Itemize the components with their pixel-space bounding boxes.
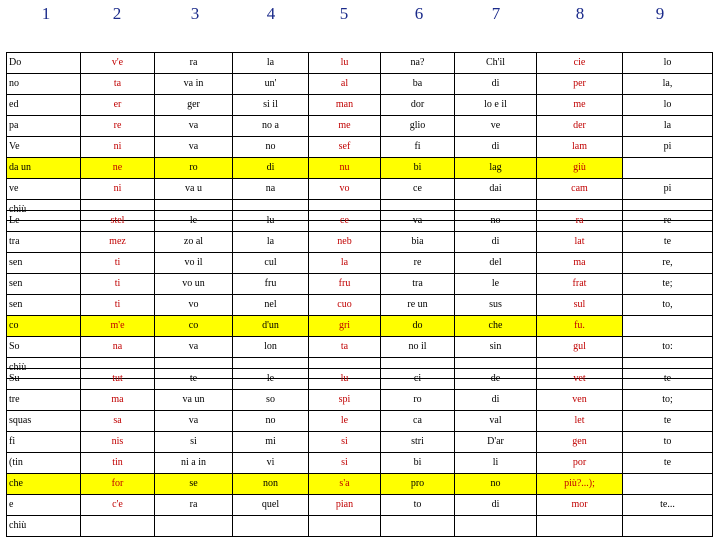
syllable-cell: na? xyxy=(381,53,455,74)
stanza-row xyxy=(7,274,713,295)
syllable-cell: sen xyxy=(7,253,81,274)
syllable-cell: un' xyxy=(233,74,309,95)
syllable-cell: quel xyxy=(233,495,309,516)
syllable-cell: na xyxy=(233,179,309,200)
syllable-cell: gen xyxy=(537,432,623,453)
syllable-cell: no xyxy=(233,137,309,158)
syllable-cell: fru xyxy=(309,274,381,295)
syllable-cell: no xyxy=(7,74,81,95)
syllable-cell: re xyxy=(81,116,155,137)
syllable-cell: nel xyxy=(233,295,309,316)
syllable-cell: pa xyxy=(7,116,81,137)
syllable-cell: va xyxy=(381,211,455,232)
syllable-cell: stel xyxy=(81,211,155,232)
stanza-row xyxy=(7,295,713,316)
syllable-cell: co xyxy=(7,316,81,337)
syllable-cell: la, xyxy=(623,74,713,95)
syllable-cell: na xyxy=(81,337,155,358)
syllable-cell: ba xyxy=(381,74,455,95)
syllable-cell: cam xyxy=(537,179,623,200)
column-number-6: 6 xyxy=(414,4,424,23)
syllable-cell: va un xyxy=(155,390,233,411)
syllable-cell: ra xyxy=(537,211,623,232)
syllable-cell: tin xyxy=(81,453,155,474)
column-number-7: 7 xyxy=(491,4,501,23)
syllable-cell: to; xyxy=(623,390,713,411)
syllable-cell: nu xyxy=(309,158,381,179)
syllable-cell: ti xyxy=(81,274,155,295)
syllable-cell: lat xyxy=(537,232,623,253)
syllable-cell: mi xyxy=(233,432,309,453)
syllable-cell: ger xyxy=(155,95,233,116)
syllable-cell: chiù xyxy=(7,200,81,221)
syllable-cell: ce xyxy=(309,211,381,232)
syllable-cell xyxy=(233,516,309,537)
syllable-cell: pi xyxy=(623,137,713,158)
syllable-cell: lu xyxy=(233,211,309,232)
stanza-row xyxy=(7,369,713,390)
syllable-cell: man xyxy=(309,95,381,116)
syllable-cell: al xyxy=(309,74,381,95)
syllable-cell: dor xyxy=(381,95,455,116)
syllable-cell: ci xyxy=(381,369,455,390)
syllable-cell: glio xyxy=(381,116,455,137)
syllable-cell: neb xyxy=(309,232,381,253)
syllable-cell: di xyxy=(233,158,309,179)
syllable-cell: frat xyxy=(537,274,623,295)
syllable-cell: sul xyxy=(537,295,623,316)
syllable-cell: va xyxy=(155,116,233,137)
syllable-cell: e xyxy=(7,495,81,516)
syllable-cell: ro xyxy=(381,390,455,411)
stanza-row xyxy=(7,474,713,495)
stanza-row xyxy=(7,495,713,516)
syllable-cell: si xyxy=(309,432,381,453)
syllable-cell: le xyxy=(455,274,537,295)
syllable-cell: lag xyxy=(455,158,537,179)
syllable-cell: pian xyxy=(309,495,381,516)
syllable-cell: mez xyxy=(81,232,155,253)
syllable-cell: So xyxy=(7,337,81,358)
syllable-cell: no a xyxy=(233,116,309,137)
syllable-cell: no xyxy=(455,474,537,495)
syllable-cell: chiù xyxy=(7,358,81,379)
syllable-cell: so xyxy=(233,390,309,411)
syllable-cell: Ve xyxy=(7,137,81,158)
syllable-cell: Ch'il xyxy=(455,53,537,74)
syllable-cell: va in xyxy=(155,74,233,95)
syllable-cell: fu. xyxy=(537,316,623,337)
syllable-cell: tre xyxy=(7,390,81,411)
syllable-cell: (tin xyxy=(7,453,81,474)
stanza-row xyxy=(7,453,713,474)
syllable-cell: vo il xyxy=(155,253,233,274)
syllable-cell: le xyxy=(233,369,309,390)
syllable-cell: pro xyxy=(381,474,455,495)
syllable-cell: fi xyxy=(381,137,455,158)
syllable-cell: stri xyxy=(381,432,455,453)
syllable-cell: le xyxy=(309,411,381,432)
syllable-cell: chiù xyxy=(7,516,81,537)
syllable-cell: nis xyxy=(81,432,155,453)
syllable-cell: sin xyxy=(455,337,537,358)
syllable-cell: fru xyxy=(233,274,309,295)
column-number-4: 4 xyxy=(266,4,276,23)
syllable-cell: d'un xyxy=(233,316,309,337)
syllable-cell: di xyxy=(455,495,537,516)
syllable-cell: Do xyxy=(7,53,81,74)
syllable-cell: tut xyxy=(81,369,155,390)
syllable-cell: cie xyxy=(537,53,623,74)
syllable-cell: ce xyxy=(381,179,455,200)
column-number-9: 9 xyxy=(655,4,665,23)
syllable-cell: si xyxy=(309,453,381,474)
syllable-cell: ni xyxy=(81,179,155,200)
syllable-cell: vo xyxy=(155,295,233,316)
syllable-cell: for xyxy=(81,474,155,495)
syllable-cell: v'e xyxy=(81,53,155,74)
syllable-cell: to xyxy=(623,432,713,453)
syllable-cell xyxy=(623,516,713,537)
syllable-cell: re xyxy=(623,211,713,232)
stanza-row xyxy=(7,232,713,253)
syllable-cell: te; xyxy=(623,274,713,295)
syllable-cell: ta xyxy=(81,74,155,95)
column-number-1: 1 xyxy=(41,4,51,23)
syllable-cell: te... xyxy=(623,495,713,516)
syllable-cell: ma xyxy=(537,253,623,274)
syllable-cell: di xyxy=(455,232,537,253)
syllable-cell: let xyxy=(537,411,623,432)
syllable-cell: giù xyxy=(537,158,623,179)
syllable-cell: lu xyxy=(309,369,381,390)
column-number-header xyxy=(0,0,720,40)
syllable-cell: ve xyxy=(455,116,537,137)
stanza-row xyxy=(7,253,713,274)
syllable-cell: tra xyxy=(381,274,455,295)
syllable-cell: più?...); xyxy=(537,474,623,495)
syllable-cell: no il xyxy=(381,337,455,358)
syllable-cell: la xyxy=(233,53,309,74)
syllable-cell: lu xyxy=(309,53,381,74)
syllable-cell: Le xyxy=(7,211,81,232)
syllable-cell: m'e xyxy=(81,316,155,337)
column-number-3: 3 xyxy=(190,4,200,23)
syllable-cell: si xyxy=(155,432,233,453)
stanza-table xyxy=(6,368,713,537)
stanza-row xyxy=(7,337,713,358)
syllable-cell: te xyxy=(623,369,713,390)
syllable-cell: te xyxy=(155,369,233,390)
syllable-cell: pi xyxy=(623,179,713,200)
syllable-cell: sus xyxy=(455,295,537,316)
syllable-cell: to xyxy=(381,495,455,516)
syllable-cell: ra xyxy=(155,53,233,74)
syllable-cell: bi xyxy=(381,158,455,179)
syllable-cell: der xyxy=(537,116,623,137)
syllable-cell: ti xyxy=(81,295,155,316)
syllable-cell: lon xyxy=(233,337,309,358)
syllable-cell: le xyxy=(155,211,233,232)
syllable-cell xyxy=(537,516,623,537)
syllable-cell: zo al xyxy=(155,232,233,253)
syllable-cell: vo un xyxy=(155,274,233,295)
column-number-2: 2 xyxy=(112,4,122,23)
syllable-cell: ven xyxy=(537,390,623,411)
syllable-cell: de xyxy=(455,369,537,390)
stanza-row xyxy=(7,316,713,337)
stanza-row xyxy=(7,411,713,432)
syllable-cell: me xyxy=(537,95,623,116)
syllable-cell: ra xyxy=(155,495,233,516)
syllable-cell: re un xyxy=(381,295,455,316)
syllable-cell: lo e il xyxy=(455,95,537,116)
syllable-cell: di xyxy=(455,74,537,95)
syllable-cell: ma xyxy=(81,390,155,411)
syllable-cell xyxy=(381,516,455,537)
syllable-cell: non xyxy=(233,474,309,495)
stanza-row xyxy=(7,74,713,95)
syllable-cell: cuo xyxy=(309,295,381,316)
syllable-cell: se xyxy=(155,474,233,495)
stanza-row xyxy=(7,116,713,137)
stanza-row xyxy=(7,137,713,158)
syllable-cell: va xyxy=(155,411,233,432)
syllable-cell: ni a in xyxy=(155,453,233,474)
stanza-row xyxy=(7,516,713,537)
syllable-cell: re, xyxy=(623,253,713,274)
syllable-cell: squas xyxy=(7,411,81,432)
syllable-cell: ve xyxy=(7,179,81,200)
syllable-cell: por xyxy=(537,453,623,474)
syllable-cell: bi xyxy=(381,453,455,474)
syllable-cell: vi xyxy=(233,453,309,474)
syllable-cell: no xyxy=(233,411,309,432)
syllable-cell: ca xyxy=(381,411,455,432)
syllable-cell xyxy=(623,158,713,179)
syllable-cell xyxy=(309,516,381,537)
syllable-cell: la xyxy=(233,232,309,253)
syllable-cell: ni xyxy=(81,137,155,158)
stanza-row xyxy=(7,53,713,74)
stanza-row xyxy=(7,211,713,232)
syllable-cell: dai xyxy=(455,179,537,200)
syllable-cell: da un xyxy=(7,158,81,179)
syllable-cell: Su xyxy=(7,369,81,390)
syllable-cell xyxy=(155,516,233,537)
syllable-cell: va u xyxy=(155,179,233,200)
syllable-cell: val xyxy=(455,411,537,432)
syllable-cell: sef xyxy=(309,137,381,158)
syllable-cell: te xyxy=(623,411,713,432)
syllable-cell: vo xyxy=(309,179,381,200)
stanza-row xyxy=(7,179,713,200)
syllable-cell: ro xyxy=(155,158,233,179)
stanza-row xyxy=(7,95,713,116)
syllable-cell: no xyxy=(455,211,537,232)
syllable-cell: ne xyxy=(81,158,155,179)
syllable-cell: la xyxy=(623,116,713,137)
syllable-cell: tra xyxy=(7,232,81,253)
syllable-cell xyxy=(81,516,155,537)
syllable-cell: to: xyxy=(623,337,713,358)
syllable-cell: bia xyxy=(381,232,455,253)
syllable-cell: sen xyxy=(7,295,81,316)
column-number-5: 5 xyxy=(339,4,349,23)
stanza-row xyxy=(7,432,713,453)
syllable-cell: sen xyxy=(7,274,81,295)
syllable-cell: ed xyxy=(7,95,81,116)
syllable-cell: te xyxy=(623,232,713,253)
syllable-cell: gul xyxy=(537,337,623,358)
syllable-cell xyxy=(455,516,537,537)
syllable-cell: va xyxy=(155,337,233,358)
syllable-cell: si il xyxy=(233,95,309,116)
syllable-cell: te xyxy=(623,453,713,474)
syllable-cell: vet xyxy=(537,369,623,390)
syllable-cell: re xyxy=(381,253,455,274)
syllable-cell: D'ar xyxy=(455,432,537,453)
syllable-cell: ta xyxy=(309,337,381,358)
syllable-cell: do xyxy=(381,316,455,337)
syllable-cell xyxy=(623,316,713,337)
syllable-cell xyxy=(623,474,713,495)
syllable-cell: s'a xyxy=(309,474,381,495)
syllable-cell: la xyxy=(309,253,381,274)
syllable-cell: er xyxy=(81,95,155,116)
syllable-cell: to, xyxy=(623,295,713,316)
syllable-cell: cul xyxy=(233,253,309,274)
syllable-cell: che xyxy=(455,316,537,337)
syllable-cell: me xyxy=(309,116,381,137)
syllable-cell: lam xyxy=(537,137,623,158)
syllable-cell: di xyxy=(455,390,537,411)
syllable-cell: spi xyxy=(309,390,381,411)
syllable-cell: mor xyxy=(537,495,623,516)
syllable-cell: fi xyxy=(7,432,81,453)
syllable-cell: sa xyxy=(81,411,155,432)
syllable-cell: lo xyxy=(623,95,713,116)
syllable-cell: va xyxy=(155,137,233,158)
column-number-8: 8 xyxy=(575,4,585,23)
syllable-cell: lo xyxy=(623,53,713,74)
syllable-cell: che xyxy=(7,474,81,495)
syllable-cell: del xyxy=(455,253,537,274)
syllable-cell: gri xyxy=(309,316,381,337)
syllable-cell: c'e xyxy=(81,495,155,516)
syllable-cell: ti xyxy=(81,253,155,274)
stanza-table xyxy=(6,52,713,221)
syllable-cell: per xyxy=(537,74,623,95)
stanza-table xyxy=(6,210,713,379)
stanza-row xyxy=(7,390,713,411)
syllable-cell: di xyxy=(455,137,537,158)
syllable-cell: co xyxy=(155,316,233,337)
syllable-cell: li xyxy=(455,453,537,474)
stanza-row xyxy=(7,158,713,179)
